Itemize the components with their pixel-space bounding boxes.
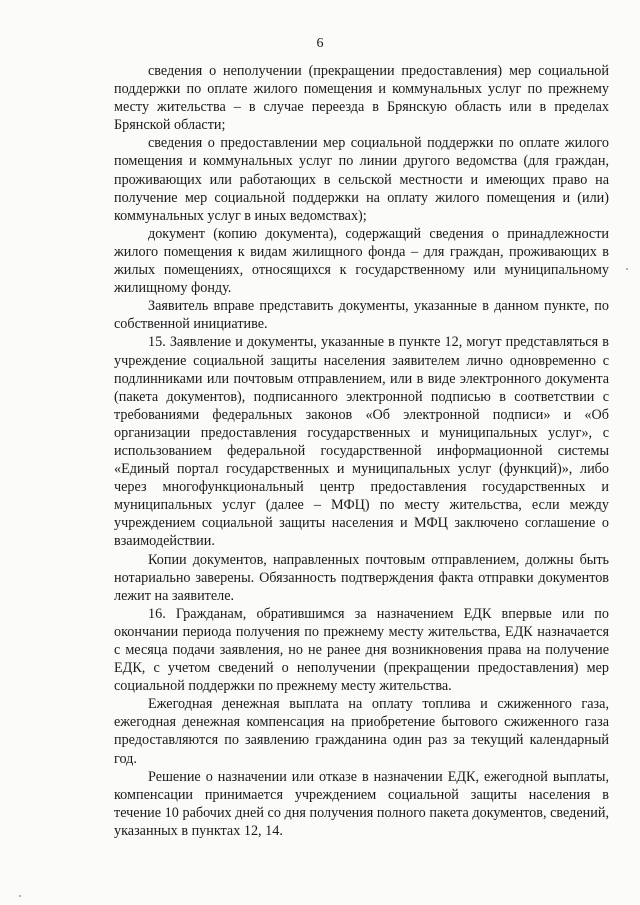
paragraph: 15. Заявление и документы, указанные в пункте 12, могут представляться в учреждение социальной защиты населения заявителем лично одновременно с подлинниками или почтовым отправлением, или в виде электронного документа (пакета документов), подписанного электронной подписью в соответствии с требованиями федеральных законов «Об электронной подписи» и «Об организации предоставления государственных и муниципальных услуг», с использованием федеральной государственной информационной системы «Единый портал государственных и муниципальных услуг (функций)», либо через многофункциональный центр предоставления государственных и муниципальных услуг (далее – МФЦ) по месту жительства, если между учреждением социальной защиты населения и МФЦ заключено соглашение о взаимодействии.	[114, 334, 609, 550]
scan-artifact	[19, 895, 21, 897]
body-text	[114, 62, 609, 840]
paragraph: Копии документов, направленных почтовым отправлением, должны быть нотариально заверены. Обязанность подтверждения факта отправки документов лежит на заявителе.	[114, 551, 609, 604]
paragraph: сведения о предоставлении мер социальной поддержки по оплате жилого помещения и коммунальных услуг по линии другого ведомства (для граждан, проживающих или работающих в сельской местности и имеющих право на получение мер социальной поддержки на оплату жилого помещения и (или) коммунальных услуг в иных ведомствах);	[114, 135, 609, 224]
page-number: 6	[316, 36, 324, 51]
paragraph: сведения о неполучении (прекращении предоставления) мер социальной поддержки по оплате жилого помещения и коммунальных услуг по прежнему месту жительства – в случае переезда в Брянскую область или в пределах Брянской области;	[114, 63, 609, 134]
paragraph: Заявитель вправе представить документы, указанные в данном пункте, по собственной инициативе.	[114, 298, 609, 333]
scan-artifact	[626, 268, 628, 270]
paragraph: Решение о назначении или отказе в назначении ЕДК, ежегодной выплаты, компенсации принимается учреждением социальной защиты населения в течение 10 рабочих дней со дня получения полного пакета документов, сведений, указанных в пунктах 12, 14.	[114, 768, 609, 839]
paragraph: Ежегодная денежная выплата на оплату топлива и сжиженного газа, ежегодная денежная компенсация на приобретение бытового сжиженного газа предоставляются по заявлению гражданина один раз за текущий календарный год.	[114, 696, 609, 767]
paragraph: документ (копию документа), содержащий сведения о принадлежности жилого помещения к видам жилищного фонда – для граждан, проживающих в жилых помещениях, относящихся к государственному или муниципальному жилищному фонду.	[114, 225, 609, 297]
paragraph: 16. Гражданам, обратившимся за назначением ЕДК впервые или по окончании периода получения по прежнему месту жительства, ЕДК назначается с месяца подачи заявления, но не ранее дня возникновения права на получение ЕДК, с учетом сведений о неполучении (прекращении предоставления) мер социальной поддержки по прежнему месту жительства.	[114, 605, 609, 695]
